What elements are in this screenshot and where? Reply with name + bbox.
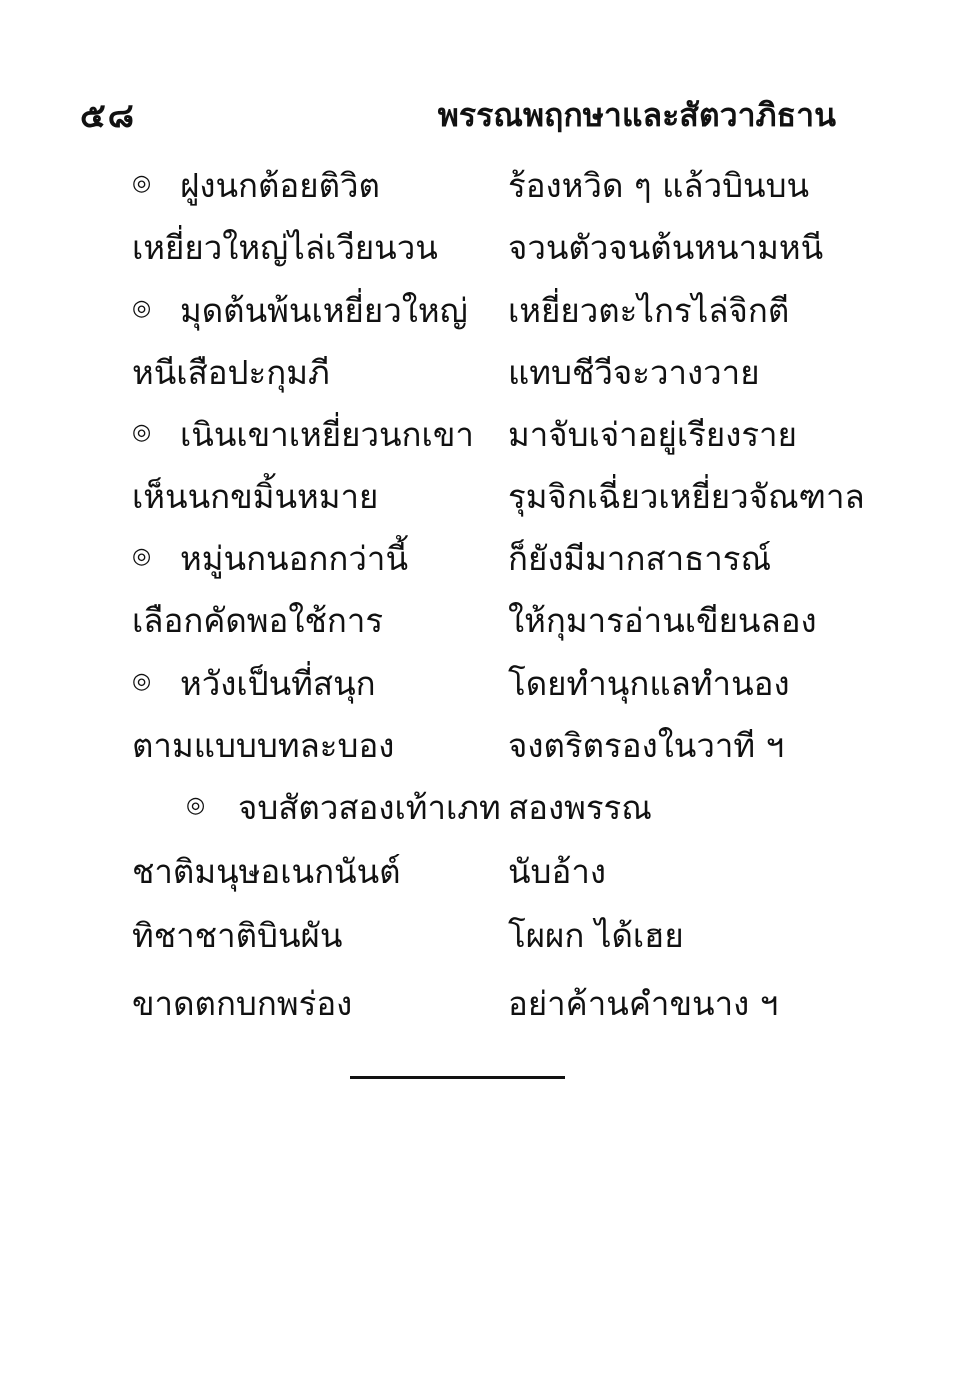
verse-first-half: เห็นนกขมิ้นหมาย [132, 477, 379, 516]
verse-second-half: ร้องหวิด ๆ แล้วบินบน [508, 166, 810, 205]
running-title: พรรณพฤกษาและสัตวาภิธาน [437, 96, 836, 134]
section-end-first-half: จบสัตวสองเท้าเภท [238, 788, 501, 827]
verse-second-half: รุมจิกเฉี่ยวเหยี่ยวจัณฑาล [508, 477, 865, 516]
verse-marker-icon: ◎ [132, 296, 152, 321]
verse-marker-icon: ◎ [132, 171, 152, 196]
page-number: ๕๘ [80, 96, 136, 136]
verse-second-half: จวนตัวจนต้นหนามหนี [508, 228, 824, 267]
closing-second-half: อย่าค้านคำขนาง ฯ [508, 984, 779, 1023]
verse-marker-icon: ◎ [132, 669, 152, 694]
verse-first-half: หมู่นกนอกกว่านี้ [180, 539, 409, 578]
verse-second-half: จงตริตรองในวาที ฯ [508, 726, 785, 765]
verse-second-half: เหยี่ยวตะไกรไล่จิกตี [508, 291, 790, 330]
closing-first-half: ทิชาชาติบินผัน [132, 916, 343, 955]
verse-first-half: ฝูงนกต้อยติวิต [180, 166, 380, 205]
closing-rule-divider [350, 1076, 565, 1079]
closing-first-half: ขาดตกบกพร่อง [132, 984, 353, 1023]
verse-first-half: หนีเสือปะกุมภี [132, 353, 330, 392]
verse-second-half: โดยทำนุกแลทำนอง [508, 664, 790, 703]
verse-second-half: แทบชีวีจะวางวาย [508, 353, 760, 392]
verse-second-half: มาจับเจ่าอยู่เรียงราย [508, 415, 797, 454]
section-end-second-half: สองพรรณ [508, 788, 652, 827]
verse-marker-icon: ◎ [132, 544, 152, 569]
closing-first-half: ชาติมนุษอเนกนันต์ [132, 852, 401, 891]
closing-second-half: โผผก ได้เฮย [508, 916, 684, 955]
verse-first-half: ตามแบบบทละบอง [132, 726, 395, 765]
verse-first-half: เนินเขาเหยี่ยวนกเขา [180, 415, 474, 454]
closing-second-half: นับอ้าง [508, 852, 606, 891]
verse-marker-icon: ◎ [132, 420, 152, 445]
verse-second-half: ให้กุมารอ่านเขียนลอง [508, 601, 817, 640]
verse-first-half: เหยี่ยวใหญ่ไล่เวียนวน [132, 228, 438, 267]
verse-first-half: มุดต้นพ้นเหยี่ยวใหญ่ [180, 291, 468, 330]
verse-marker-icon: ◎ [186, 793, 206, 818]
verse-first-half: เลือกคัดพอใช้การ [132, 601, 384, 640]
verse-first-half: หวังเป็นที่สนุก [180, 664, 376, 703]
verse-second-half: ก็ยังมีมากสาธารณ์ [508, 539, 772, 578]
